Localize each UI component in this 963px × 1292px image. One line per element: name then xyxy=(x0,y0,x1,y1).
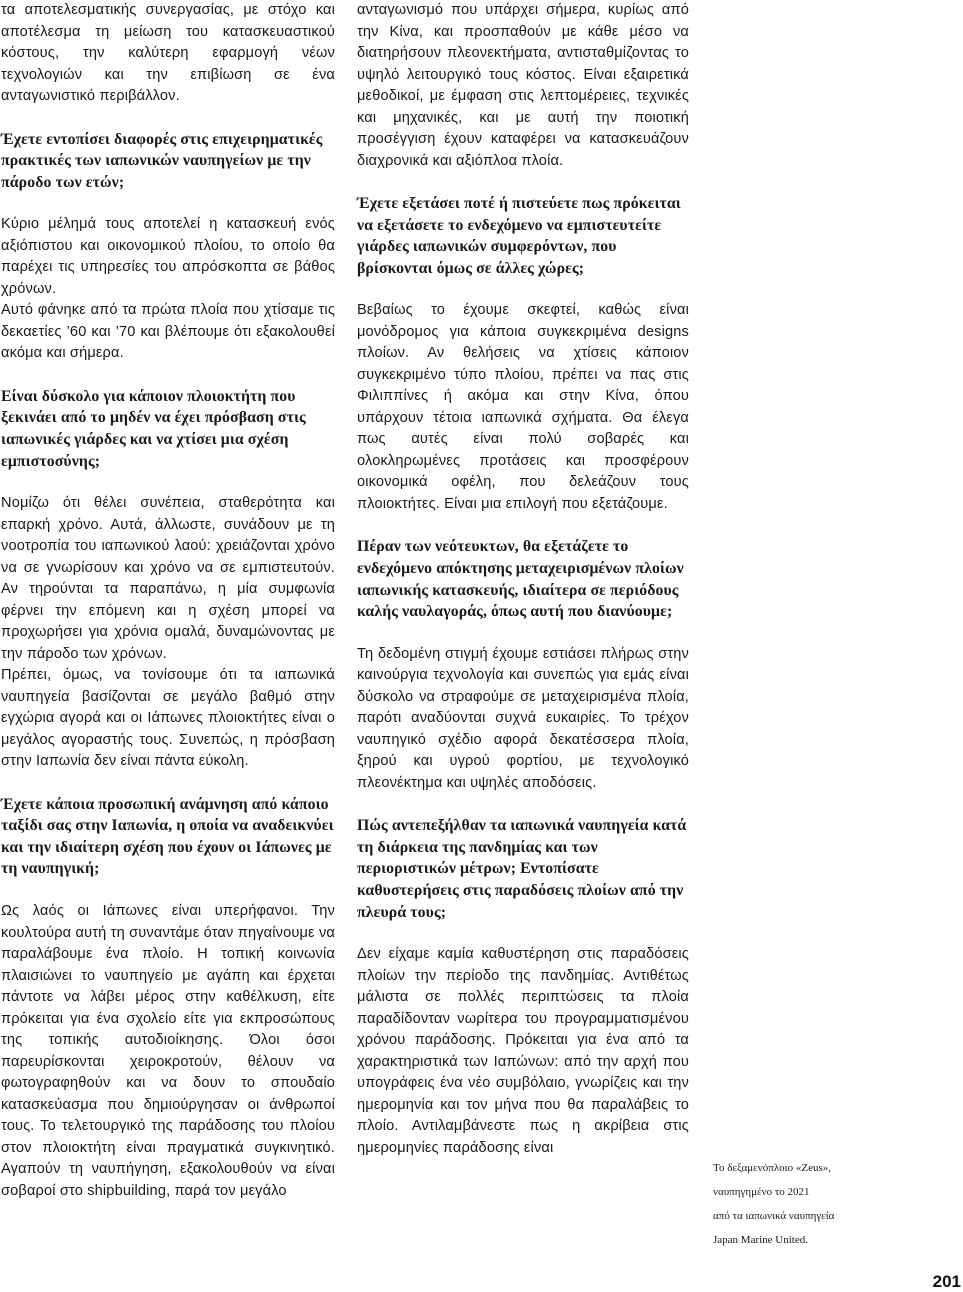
intro-paragraph: τα αποτελεσματικής συνεργασίας, με στόχο και αποτέλεσμα τη μείωση του κατασκευαστικού κόστους, την καλύτερη εφαρμογή νέων τεχνολογιών και την επιβίωση σε ένα ανταγωνιστικό περιβάλλον. xyxy=(1,2,335,104)
continued-paragraph: ανταγωνισμό που υπάρχει σήμερα, κυρίως από την Κίνα, και προσπαθούν με κάθε μέσο να διατηρήσουν πλεονεκτήματα, αντισταθμίζοντας το υψηλό λειτουργικό τους κόστος. Είναι εξαιρετικά μεθοδικοί, με έμφαση στις λεπτομέρειες, τεχνικές και μηχανικές, και με αυτή την ποιοτική προσέγγιση έχουν καταφέρει να κατασκευάζουν διαχρονικά και αξιόπλοα πλοία. xyxy=(357,2,689,169)
question-6: Πώς αντεπεξήλθαν τα ιαπωνικά ναυπηγεία κατά τη διάρκεια της πανδημίας και των περιοριστικών μέτρων; Εντοπίσατε καθυστερήσεις στις παραδόσεις πλοίων από την πλευρά τους; xyxy=(357,817,687,921)
question-4: Έχετε εξετάσει ποτέ ή πιστεύετε πως πρόκειται να εξετάσετε το ενδεχόμενο να εμπιστευτείτε γιάρδες ιαπωνικών συμφερόντων, που βρίσκονται όμως σε άλλες χώρες; xyxy=(357,195,681,277)
caption-line: ναυπηγημένο το 2021 xyxy=(713,1186,810,1198)
left-column xyxy=(1,0,335,1202)
middle-column xyxy=(357,0,689,1159)
caption-line: από τα ιαπωνικά ναυπηγεία xyxy=(713,1210,835,1222)
question-2: Είναι δύσκολο για κάποιον πλοιοκτήτη που ξεκινάει από το μηδέν να έχει πρόσβαση στις ιαπωνικές γιάρδες και να χτίσει μια σχέση εμπιστοσύνης; xyxy=(1,387,306,470)
answer-6: Δεν είχαμε καμία καθυστέρηση στις παραδόσεις πλοίων την περίοδο της πανδημίας. Αντιθέτως μάλιστα σε πολλές περιπτώσεις τα πλοία παραδίδονταν νωρίτερα του προγραμματισμένου χρόνου παράδοσης. Πρόκειται για ένα από τα χαρακτηριστικά των Ιαπώνων: από την αρχή που υπογράφεις ένα νέο συμβόλαιο, γνωρίζεις και την ημερομηνία και τον μήνα που θα παραλάβεις το πλοίο. Αντιλαμβάνεστε πως η ακρίβεια στις ημερομηνίες παράδοσης είναι xyxy=(357,946,689,1156)
photo-caption xyxy=(713,1156,863,1252)
answer-1-paragraph-1: Κύριο μέλημά τους αποτελεί η κατασκευή ενός αξιόπιστου και οικονομικού πλοίου, το οποίο θα παρέχει τις υπηρεσίες του απρόσκοπτα σε βάθος χρόνων. xyxy=(1,216,335,297)
answer-5: Τη δεδομένη στιγμή έχουμε εστιάσει πλήρως στην καινούργια τεχνολογία και συνεπώς για εμάς είναι δύσκολο να στραφούμε σε μεταχειρισμένα πλοία, παρότι αναδύονται συχνά ευκαιρίες. Το τρέχον ναυπηγικό σχέδιο αφορά δεκατέσσερα πλοία, ξηρού και υγρού φορτίου, με τεχνολογικό πλεονέκτημα και υψηλές αποδόσεις. xyxy=(357,645,689,791)
answer-2-paragraph-1: Νομίζω ότι θέλει συνέπεια, σταθερότητα και επαρκή χρόνο. Αυτά, άλλωστε, συνάδουν με τη νοοτροπία του ιαπωνικού λαού: χρειάζονται χρόνο να σε γνωρίσουν και χρόνο να σε εμπιστευτούν. Αν τηρούνται τα παραπάνω, η μία συμφωνία φέρνει την επόμενη και η σχέση μπορεί να προχωρήσει για χρόνια ομαλά, δυναμώνοντας με την πάροδο των χρόνων. xyxy=(1,495,335,662)
answer-1-paragraph-2: Αυτό φάνηκε από τα πρώτα πλοία που χτίσαμε τις δεκαετίες ’60 και ’70 και βλέπουμε ότι εξακολουθεί ακόμα και σήμερα. xyxy=(1,302,335,362)
caption-line: Japan Marine United. xyxy=(713,1234,808,1246)
question-3: Έχετε κάποια προσωπική ανάμνηση από κάποιο ταξίδι σας στην Ιαπωνία, η οποία να αναδεικνύει και την ιδιαίτερη σχέση που έχουν οι Ιάπωνες με τη ναυπηγική; xyxy=(1,795,334,878)
answer-3-paragraph-1: Ως λαός οι Ιάπωνες είναι υπερήφανοι. Την κουλτούρα αυτή τη συναντάμε όταν πηγαίνουμε να παραλάβουμε ένα πλοίο. Η τοπική κοινωνία πλαισιώνει το ναυπηγείο με αγάπη και έρχεται πάντοτε να λάβει μέρος στην καθέλκυση, είτε πρόκειται για ένα σχολείο είτε για εκπροσώπους της τοπικής αυτοδιοίκησης. Όλοι όσοι παρευρίσκονται χειροκροτούν, θέλουν να φωτογραφηθούν και να δουν το σπουδαίο κατασκεύασμα που δημιούργησαν οι άνθρωποί τους. Το τελετουργικό της παράδοσης του πλοίου στον πλοιοκτήτη είναι πραγματικά συγκινητικό. Αγαπούν τη ναυπήγηση, εξακολουθούν να είναι σοβαροί στο shipbuilding, παρά τον μεγάλο xyxy=(1,903,335,1199)
caption-line: Το δεξαμενόπλοιο «Zeus», xyxy=(713,1162,831,1174)
answer-4: Βεβαίως το έχουμε σκεφτεί, καθώς είναι μονόδρομος για κάποια συγκεκριμένα designs πλοίων. Αν θελήσεις να χτίσεις κάποιον συγκεκριμένο τύπο πλοίου, πρέπει να πας στις Φιλιππίνες ή ακόμα και στην Κίνα, όπου υπάρχουν τέτοια ιαπωνικά σχήματα. Θα έλεγα πως αυτές είναι πολύ σοβαρές και ολοκληρωμένες προτάσεις και προσφέρουν οικονομικά οφέλη, που δελεάζουν τους πλοιοκτήτες. Είναι μια επιλογή που εξετάζουμε. xyxy=(357,302,689,512)
question-1: Έχετε εντοπίσει διαφορές στις επιχειρηματικές πρακτικές των ιαπωνικών ναυπηγείων με την πάροδο των ετών; xyxy=(1,130,323,191)
answer-2-paragraph-2: Πρέπει, όμως, να τονίσουμε ότι τα ιαπωνικά ναυπηγεία βασίζονται σε μεγάλο βαθμό στην εγχώρια αγορά και οι Ιάπωνες πλοιοκτήτες είναι ο μεγάλος αγοραστής τους. Συνεπώς, η πρόσβαση στην Ιαπωνία δεν είναι πάντα εύκολη. xyxy=(1,667,335,770)
question-5: Πέραν των νεότευκτων, θα εξετάζετε το ενδεχόμενο απόκτησης μεταχειρισμένων πλοίων ιαπωνικής κατασκευής, ιδιαίτερα σε περιόδους καλής ναυλαγοράς, όπως αυτή που διανύουμε; xyxy=(357,538,684,621)
page-number: 201 xyxy=(932,1272,961,1291)
